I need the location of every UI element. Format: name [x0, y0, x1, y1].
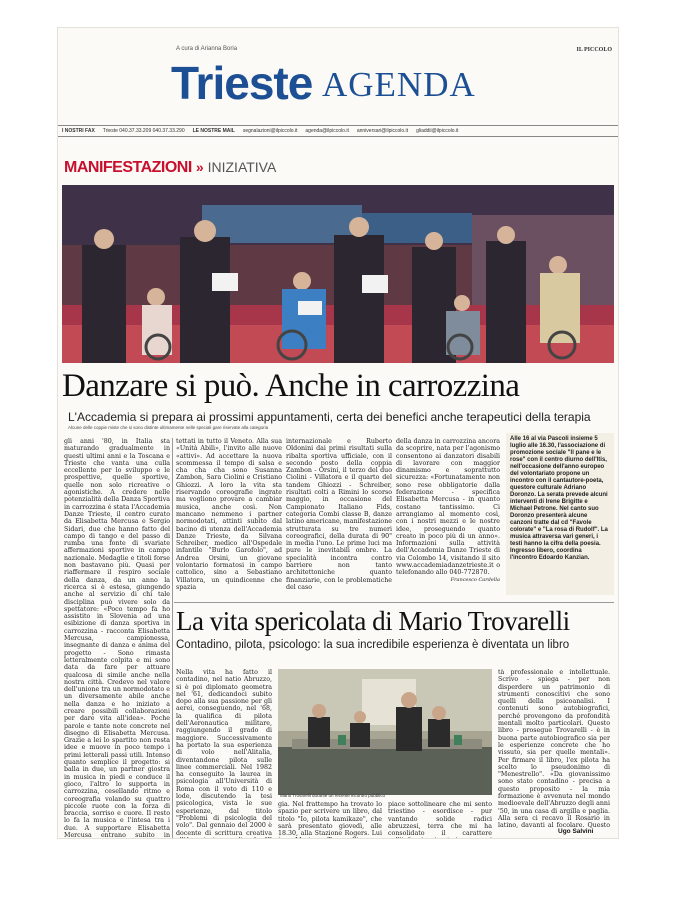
section-header: [64, 159, 276, 177]
article1-signature: Francesco Cardella: [450, 576, 500, 583]
article-divider: [174, 602, 614, 603]
article1-column-3: internazionale e Ruberto Oldonini dai primi risultati sulla ribalta sportiva ufficiale, con il secondo posto della coppia Zambon - Orsini, il terzo del duo Ciolini - Villatora e il quarto del tandem Ghiozzi - Schreiber, risultati colti a Rimini lo scorso maggio, in occasione del Campionato Italiano Fids, categoria Combi classe B, danze latino americane, manifestazione strutturata su tre numeri coreografici, della durata di 90" in media l'uno. Le prime luci ma pure le inevitabili ombre. La specialità incontra contro barriere non tanto architettoniche quanto finanziarie, con le problematiche del caso: [286, 438, 392, 591]
newspaper-name: IL PICCOLO: [576, 47, 612, 53]
email-anniversari[interactable]: anniversari@ilpiccolo.it: [356, 128, 409, 134]
email-segnalazioni[interactable]: segnalazioni@ilpiccolo.it: [242, 128, 298, 134]
trovarelli-event-photo: [278, 669, 492, 795]
article1-subhead: L'Accademia si prepara ai prossimi appuntamenti, certa dei benefici anche terapeutici della terapia: [68, 410, 591, 424]
section-name: MANIFESTAZIONI: [64, 159, 192, 176]
article2-column-4: tà professionale e intellettuale. Scrivo - spiega - per non disperdere un patrimonio di strumenti conoscitivi che sono quelli della psicoanalisi. I contenuti sono autobiografici, perché provengono da profondità mentali molto particolari. Questo libro - prosegue Trovarelli - è in buona parte autobiografico sia per le esperienze concrete che ho vissuto, sia per quelle mentali». Per firmare il libro, l'ex pilota ha scelto lo pseudonimo di "Menestrello". «Da giovanissimo sono stato contadino - precisa a questo proposito - la mia formazione è avvenuta nel mondo medioevale dell'Abruzzo degli anni '50, in una casa di argilla e paglia. Alla sera ci recavo il Rosario in latino, davanti al focolare. Questo: [498, 669, 610, 829]
article1-column-4-text: della danza in carrozzina ancora da scoprire, nata per l'agonismo consentono ai danzatori disabili di lavorare con maggior dinamismo e soprattutto sicurezza: «Fortunatamente non sono rese obbligatorie dalla federazione - specifica Elisabetta Mercusa - in quanto costano tantissimo. Ci arrangiamo al momento così, con i nostri mezzi e le nostre idee, proseguendo quanto creato in poco più di un anno». Informazioni sulla attività dell'Accademia Danze Trieste di via Colombo 14, visitando il sito www.accademiadanzetrieste.it o telefonando allo 040-772870.: [396, 438, 500, 577]
mail-label: LE NOSTRE MAIL: [192, 128, 235, 134]
article2-subhead: Contadino, pilota, psicologo: la sua incredibile esperienza è diventata un libro: [176, 639, 570, 651]
contact-bar: [58, 125, 618, 137]
article1-column-1: gli anni '80, in Italia sta maturando gradualmente in questi ultimi anni e la Toscana e Trieste che vanta una culla eccellente per lo sviluppo e le prospettive, quelle sportive, quelle non solo ricreative o agonistiche. A credere nelle potenzialità della Danza Sportiva in carrozzina è stata l'Accademia Danze Trieste, il centro curato da Elisabetta Mercusa e Sergio Sidari, due che hanno fatto del campo di tango e del passo di rumba una fonte di svariate affermazioni sportive in campo nazionale. Medaglie e titoli forse non bastavano più. Quasi per riaffermare il respiro sociale della danza, da un anno la ricerca si è estesa, giungendo anche al servizio di chi tale disciplina può vivere solo da spettatore: «Poco tempo fa ho assistito in Slovenia ad una esibizione di danza sportiva in carrozzina - racconta Elisabetta Mercusa, campionessa, insegnante di danza e anima del progetto - Sono rimasta letteralmente colpita e mi sono data da fare per attuare qualcosa di simile anche nella nostra città. Credevo nel valore dell'unione tra un normodotato e un diversamente abile anche nella danza e ho iniziato a creare possibili collaborazioni per dare vita all'idea». Poche parole e tante note concrete nel disegno di Elisabetta Mercusa. Grazie a lei lo spartito non resta idee e muove in poco tempo i primi letterali passi utili. Intenso quanto semplice il progetto: si balla in due, un partner giostra in musica in piedi e conduce il gioco, l'altro lo supporta in carrozzina, cesellando ritmo e coreografia volando su quattro piccole ruote con la forza di braccia, sorriso e cuore. Il resto lo fa la musica e l'intesa tra i due. A supportare Elisabetta Mercusa entrano subito in: [64, 438, 170, 838]
article2-column-2: gia. Nel frattempo ha trovato lo spazio per scrivere un libro, dal titolo "Io, pilota kamikaze", che sarà presentato giovedì, alle 18.30, alla Stazione Rogers. Lui: [278, 801, 382, 838]
article2-column-3: piace sottolineare che mi sento triestino - esordisce - pur vantando solide radici abruzzesi, terra che mi ha consolidato il carattere: [388, 801, 492, 838]
section-category: INIZIATIVA: [207, 159, 277, 175]
article1-column-2: tettati in tutto il Veneto. Alla sua «Unità Abili», l'invito alle nuove «attivi». Ad accettare la nuova scommessa il tempo di salsa e cha cha cha sono Susanna Zambon, Sara Ciolini e Cristiano Ghiozzi. A loro la vita sta riservando coreografie ingrate ma vogliono provare a cambiar musica, anche così. Non mancano nemmeno i partner normodotati, attinti subito dal bacino di utenza dell'Accademia Danze Trieste, da Silvana Schreiber, medico all'Ospedale infantile "Burlo Garofolo", ad Andrea Orsini, un giovane volontario formatosi in campo cattolico, sino a Sebastiano Villatora, un quindicenne che spazia: [176, 438, 282, 591]
masthead-agenda: AGENDA: [322, 65, 476, 104]
dance-podium-photo: [62, 185, 614, 363]
newspaper-page: [58, 28, 618, 838]
section-arrow-icon: »: [195, 159, 204, 175]
masthead-curator: A cura di Arianna Boria: [176, 46, 238, 52]
fax-label: I NOSTRI FAX: [62, 128, 95, 134]
fax-numbers: Trieste 040.37.33.209 040.37.33.290: [102, 128, 185, 134]
article2-byline: Ugo Salvini: [558, 828, 594, 835]
article2-headline: La vita spericolata di Mario Trovarelli: [176, 606, 570, 636]
email-agenda[interactable]: agenda@ilpiccolo.it: [305, 128, 349, 134]
sidebar-event-notice: Alle 16 al via Pascoli insieme 5 luglio alle 16.30, l'associazione di promozione sociale "Il pane e le rose" con il centro diurno dell'Itis, nell'occasione dell'anno europeo del volontariato propone un incontro con il cantautore-poeta, questore culturale Adriano Doronzo. La serata prevede alcuni interventi di Irene Brigitte e Michael Petrone. Nel canto suo Doronzo presenterà alcune canzoni tratte dal cd "Favole colorate" e "La rosa di Rudolf". La musica attraversa vari generi, i testi hanno la cifra della poesia. Ingresso libero, coordina l'incontro Edoardo Kanzian.: [506, 433, 614, 595]
article1-photo-caption: Alcune delle coppie miste che si sono distinte ultimamente nelle speciali gare riservate alla categoria: [68, 425, 269, 430]
article1-column-4: [396, 438, 500, 600]
masthead-title: Trieste: [171, 57, 313, 109]
article2-photo-caption: Mario Trovarelli durante un recente incontro pubblico: [280, 793, 386, 798]
article1-headline: Danzare si può. Anche in carrozzina: [62, 368, 520, 404]
email-gliaddii[interactable]: gliaddii@ilpiccolo.it: [416, 128, 459, 134]
article2-column-1: Nella vita ha fatto il contadino, nel natio Abruzzo, si è poi diplomato geometra nel '61, dedicandoci subito dopo alla sua passione per gli aerei, conseguendo, nel '68, la qualifica di pilota dell'Aeronautica militare, raggiungendo il grado di maggiore. Successivamente ha portato la sua esperienza di volo nell'Alitalia, diventandone pilota sulle linee commerciali. Nel 1982 ha conseguito la laurea in psicologia all'Università di Roma con il voto di 110 e lode, discutendo la tesi psicologica, vista le sue esperienze, dal titolo "Problemi di psicologia del volo". Dal gennaio del 2000 è docente di scrittura creativa: [176, 669, 272, 837]
column-divider: [172, 438, 173, 838]
